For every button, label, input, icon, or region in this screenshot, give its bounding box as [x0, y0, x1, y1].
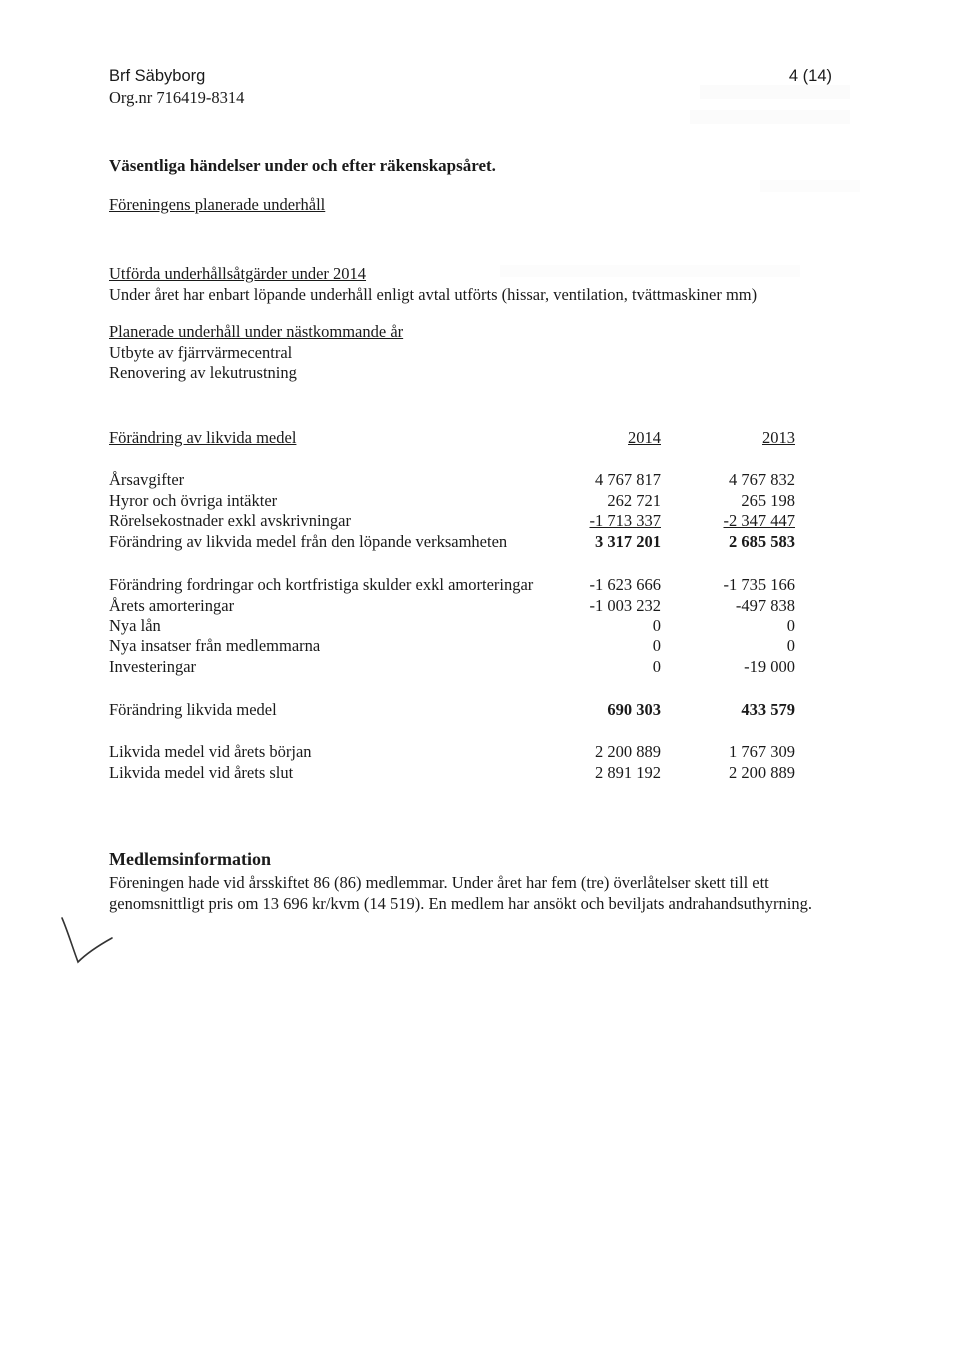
row-label: Förändring av likvida medel från den löpande verksamheten: [109, 532, 508, 551]
row-label: Likvida medel vid årets början: [109, 742, 312, 761]
value-2013: -19 000: [744, 657, 795, 676]
table-row: [109, 575, 797, 595]
row-label: Förändring fordringar och kortfristiga skulder exkl amorteringar: [109, 575, 534, 594]
table-row: [109, 532, 797, 552]
value-2014: 3 317 201: [595, 532, 661, 551]
row-label: Nya lån: [109, 616, 161, 635]
row-label: Hyror och övriga intäkter: [109, 491, 278, 510]
value-2013: -2 347 447: [723, 511, 795, 530]
bleed-through-mark: [500, 265, 800, 277]
planned-item: Renovering av lekutrustning: [109, 363, 297, 382]
table-row: [109, 700, 797, 720]
table-row: [109, 511, 797, 531]
value-2013: 4 767 832: [729, 470, 795, 489]
maintenance-heading: Föreningens planerade underhåll: [109, 195, 326, 214]
row-label: Förändring likvida medel: [109, 700, 277, 719]
value-2014: 2 200 889: [595, 742, 661, 761]
value-2014: 4 767 817: [595, 470, 661, 489]
value-2013: 433 579: [741, 700, 795, 719]
value-2013: 0: [786, 636, 795, 655]
table-row: [109, 491, 797, 511]
value-2013: 265 198: [741, 491, 795, 510]
value-2013: 2 685 583: [729, 532, 795, 551]
table-row: [109, 596, 797, 616]
column-header-2014: 2014: [628, 428, 661, 447]
value-2014: 2 891 192: [595, 763, 661, 782]
value-2014: 0: [652, 657, 661, 676]
value-2013: 0: [786, 616, 795, 635]
org-number: Org.nr 716419-8314: [109, 88, 245, 107]
table-row: [109, 636, 797, 656]
table-row: [109, 657, 797, 677]
table-row: [109, 763, 797, 783]
cashflow-heading: Förändring av likvida medel: [109, 428, 297, 447]
page-number: 4 (14): [788, 67, 832, 85]
page-title: Väsentliga händelser under och efter räkenskapsåret.: [109, 156, 496, 175]
value-2013: -497 838: [735, 596, 795, 615]
value-2014: -1 003 232: [589, 596, 661, 615]
org-name: Brf Säbyborg: [109, 67, 206, 85]
table-row: [109, 742, 797, 762]
row-label: Årets amorteringar: [109, 596, 235, 615]
row-label: Likvida medel vid årets slut: [109, 763, 294, 782]
value-2014: 690 303: [607, 700, 661, 719]
value-2013: -1 735 166: [723, 575, 795, 594]
row-label: Nya insatser från medlemmarna: [109, 636, 321, 655]
bleed-through-mark: [700, 85, 850, 99]
bleed-through-mark: [760, 180, 860, 192]
value-2014: -1 623 666: [589, 575, 661, 594]
value-2013: 1 767 309: [729, 742, 795, 761]
value-2014: 262 721: [607, 491, 661, 510]
row-label: Årsavgifter: [109, 470, 185, 489]
members-paragraph: Föreningen hade vid årsskiftet 86 (86) medlemmar. Under året har fem (tre) överlåtelser skett till ett genomsnittligt pris om 13 696 kr/kvm (14 519). En medlem har ansökt och beviljats andrahandsuthyrning.: [109, 873, 812, 913]
value-2013: 2 200 889: [729, 763, 795, 782]
column-header-2013: 2013: [762, 428, 795, 447]
handwritten-check-mark: [58, 912, 118, 968]
table-row: [109, 470, 797, 490]
table-row: [109, 616, 797, 636]
planned-item: Utbyte av fjärrvärmecentral: [109, 343, 293, 362]
members-heading: Medlemsinformation: [109, 849, 271, 869]
bleed-through-mark: [690, 110, 850, 124]
value-2014: 0: [652, 636, 661, 655]
row-label: Investeringar: [109, 657, 197, 676]
cashflow-header-row: [109, 428, 797, 448]
done-maintenance-text: Under året har enbart löpande underhåll enligt avtal utförts (hissar, ventilation, tvättmaskiner mm): [109, 285, 758, 304]
value-2014: -1 713 337: [589, 511, 661, 530]
value-2014: 0: [652, 616, 661, 635]
planned-maintenance-heading: Planerade underhåll under nästkommande år: [109, 322, 404, 341]
row-label: Rörelsekostnader exkl avskrivningar: [109, 511, 351, 530]
done-maintenance-heading: Utförda underhållsåtgärder under 2014: [109, 264, 367, 283]
